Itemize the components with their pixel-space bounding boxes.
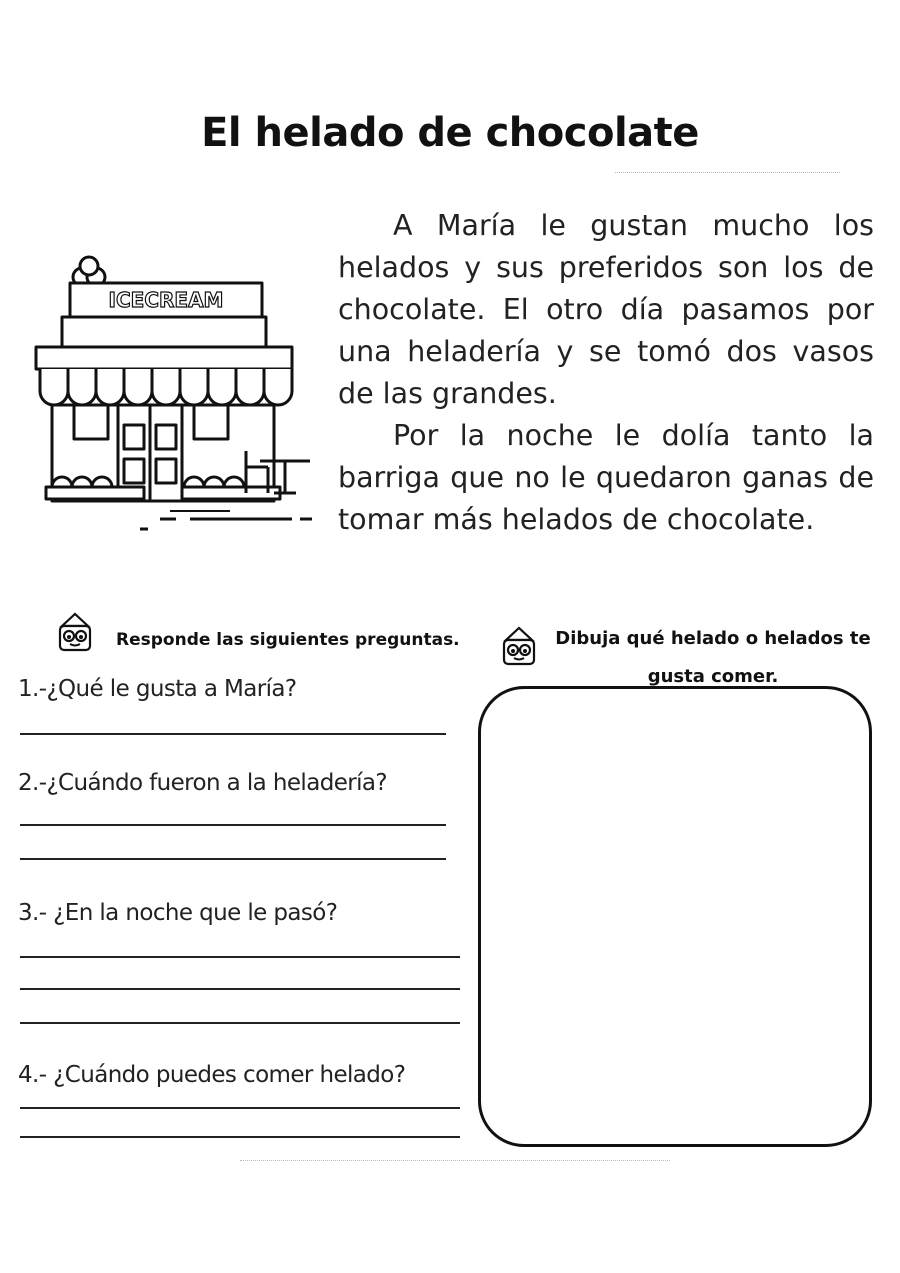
story-paragraph-1: A María le gustan mucho los helados y sus preferidos son los de chocolate. El otro día pasamos por una heladería y se tomó dos vasos de las grandes. xyxy=(338,209,874,410)
shop-sign-text: ICECREAM xyxy=(108,288,224,312)
page-title: El helado de chocolate xyxy=(201,110,699,156)
answer-line[interactable] xyxy=(20,988,460,990)
question-1: 1.-¿Qué le gusta a María? xyxy=(18,676,297,702)
answer-line[interactable] xyxy=(20,824,446,826)
answer-line[interactable] xyxy=(20,858,446,860)
pencil-face-icon xyxy=(500,626,538,668)
question-2: 2.-¿Cuándo fueron a la heladería? xyxy=(18,770,387,796)
ice-cream-shop-icon xyxy=(30,255,320,545)
answer-line[interactable] xyxy=(20,1107,460,1109)
question-3: 3.- ¿En la noche que le pasó? xyxy=(18,900,338,926)
scan-artifact xyxy=(240,1160,670,1161)
drawing-area[interactable] xyxy=(478,686,872,1147)
answer-line[interactable] xyxy=(20,1022,460,1024)
scan-artifact xyxy=(615,172,840,173)
story-text xyxy=(338,205,874,541)
answer-line[interactable] xyxy=(20,956,460,958)
story-paragraph-2: Por la noche le dolía tanto la barriga que no le quedaron ganas de tomar más helados de chocolate. xyxy=(338,419,874,536)
drawing-header: Dibuja qué helado o helados te gusta comer. xyxy=(555,628,871,687)
pencil-face-icon xyxy=(56,612,94,654)
questions-header: Responde las siguientes preguntas. xyxy=(116,630,460,650)
answer-line[interactable] xyxy=(20,733,446,735)
question-4: 4.- ¿Cuándo puedes comer helado? xyxy=(18,1062,406,1088)
answer-line[interactable] xyxy=(20,1136,460,1138)
